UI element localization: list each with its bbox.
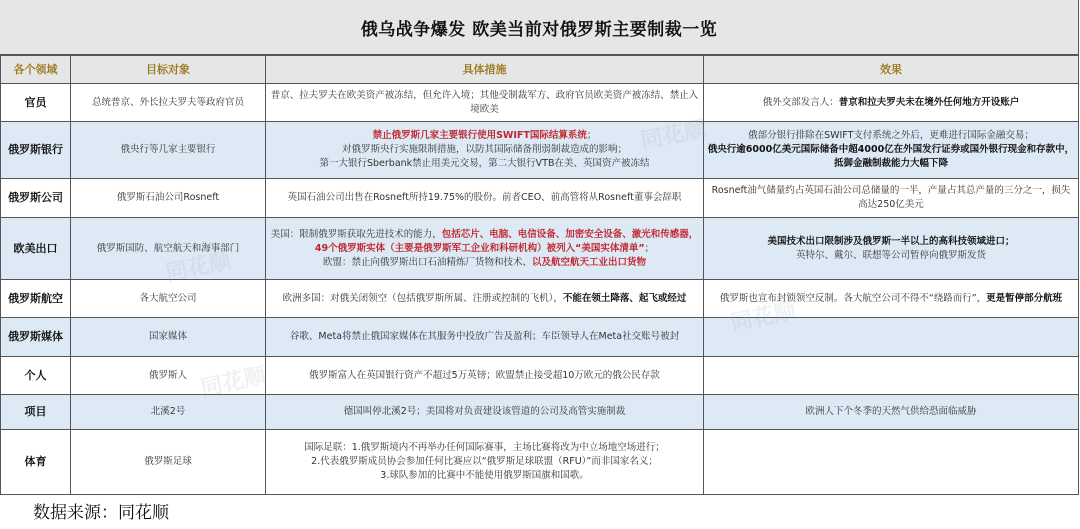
rich-text-segment: 欧洲多国：对俄关闭领空（包括俄罗斯所属、注册或控制的飞机）， bbox=[282, 292, 563, 304]
rich-text-segment: 俄罗斯富人在英国银行资产不超过5万英镑；欧盟禁止接受超10万欧元的俄公民存款 bbox=[309, 369, 660, 381]
rich-text-segment: 美国：限制俄罗斯获取先进技术的能力， bbox=[270, 228, 442, 240]
cell-effect bbox=[704, 122, 1079, 179]
table-row bbox=[1, 122, 1079, 179]
rich-text-segment: 俄部分银行排除在SWIFT支付系统之外后，更难进行国际金融交易； bbox=[748, 130, 1034, 141]
rich-text-segment: Rosneft油气储量约占英国石油公司总储量的一半，产量占其总产量的三分之一，损失高达250亿美元 bbox=[711, 185, 1071, 210]
cell-target: 俄罗斯人 bbox=[71, 357, 266, 395]
table-row bbox=[1, 280, 1079, 318]
rich-text-segment: 英国石油公司出售在Rosneft所持19.75%的股份。前者CEO、前高管将从Rosneft董事会辞职 bbox=[287, 192, 682, 203]
rich-text-segment: 3.球队参加的比赛中不能使用俄罗斯国旗和国歌。 bbox=[380, 470, 589, 481]
rich-text-segment: 包括芯片、电脑、电信设备、加密安全设备、激光和传感器，49个俄罗斯实体（主要是俄罗斯军工企业和科研机构）被列入“美国实体清单” bbox=[314, 228, 699, 254]
rich-text-segment: 俄央行逾6000亿美元国际储备中超4000亿在外国发行证券或国外银行现金和存款中，抵御金融制裁能力大幅下降 bbox=[707, 144, 1075, 169]
cell-category: 俄罗斯公司 bbox=[1, 179, 71, 218]
rich-text-segment: 谷歌、Meta将禁止俄国家媒体在其服务中投放广告及盈利；车臣领导人在Meta社交账号被封 bbox=[289, 331, 680, 342]
table-body bbox=[1, 84, 1079, 495]
cell-measures bbox=[266, 280, 704, 318]
cell-category: 个人 bbox=[1, 357, 71, 395]
cell-category: 官员 bbox=[1, 84, 71, 122]
cell-effect bbox=[704, 318, 1079, 357]
cell-effect bbox=[704, 357, 1079, 395]
table-row bbox=[1, 318, 1079, 357]
col-header-measures: 具体措施 bbox=[266, 56, 704, 84]
rich-text-segment: 以及航空航天工业出口货物 bbox=[532, 256, 647, 268]
cell-effect bbox=[704, 179, 1079, 218]
watermark: 同花顺 bbox=[198, 363, 269, 402]
rich-text-segment: 对俄罗斯央行实施限制措施，以防其国际储备削弱制裁造成的影响； bbox=[341, 144, 627, 155]
table-row bbox=[1, 357, 1079, 395]
rich-text-segment: 不能在领土降落、起飞或经过 bbox=[562, 292, 687, 304]
page-title: 俄乌战争爆发 欧美当前对俄罗斯主要制裁一览 bbox=[0, 0, 1078, 55]
cell-target: 俄罗斯足球 bbox=[71, 430, 266, 495]
cell-category: 体育 bbox=[1, 430, 71, 495]
cell-target: 俄央行等几家主要银行 bbox=[71, 122, 266, 179]
rich-text-segment: 其他受制裁军方、政府官员欧美资产被冻结、禁止入境欧美 bbox=[470, 89, 699, 115]
cell-effect bbox=[704, 218, 1079, 280]
cell-target: 俄罗斯石油公司Rosneft bbox=[71, 179, 266, 218]
rich-text-segment: 更是暂停部分航班 bbox=[986, 292, 1063, 304]
table-header-row bbox=[1, 56, 1079, 84]
rich-text-segment: 国际足联：1.俄罗斯境内不再举办任何国际赛事，主场比赛将改为中立场地空场进行； bbox=[304, 442, 665, 453]
cell-measures bbox=[266, 84, 704, 122]
cell-effect bbox=[704, 84, 1079, 122]
col-header-effect: 效果 bbox=[704, 56, 1079, 84]
rich-text-segment: 俄罗斯也宣布封锁领空反制。各大航空公司不得不“绕路而行”， bbox=[719, 292, 987, 304]
cell-measures bbox=[266, 395, 704, 430]
cell-target: 北溪2号 bbox=[71, 395, 266, 430]
sanctions-table bbox=[0, 55, 1079, 495]
cell-measures bbox=[266, 430, 704, 495]
table-row bbox=[1, 395, 1079, 430]
cell-target: 总统普京、外长拉夫罗夫等政府官员 bbox=[71, 84, 266, 122]
cell-measures bbox=[266, 318, 704, 357]
cell-measures bbox=[266, 218, 704, 280]
cell-category: 俄罗斯银行 bbox=[1, 122, 71, 179]
rich-text-segment: 美国技术出口限制涉及俄罗斯一半以上的高科技领域进口； bbox=[767, 235, 1015, 247]
rich-text-segment: 普京和拉夫罗夫未在境外任何地方开设账户 bbox=[838, 96, 1020, 108]
rich-text-segment: 欧洲人下个冬季的天然气供给恐面临威胁 bbox=[805, 406, 977, 417]
cell-category: 俄罗斯航空 bbox=[1, 280, 71, 318]
cell-target: 各大航空公司 bbox=[71, 280, 266, 318]
rich-text-segment: 俄外交部发言人： bbox=[762, 96, 839, 108]
cell-target: 俄罗斯国防、航空航天和海事部门 bbox=[71, 218, 266, 280]
cell-category: 项目 bbox=[1, 395, 71, 430]
table-row bbox=[1, 218, 1079, 280]
rich-text-segment: ； bbox=[586, 130, 597, 141]
cell-category: 欧美出口 bbox=[1, 218, 71, 280]
cell-target: 国家媒体 bbox=[71, 318, 266, 357]
data-source-footer: 数据来源：同花顺 bbox=[33, 503, 169, 523]
col-header-category: 各个领域 bbox=[1, 56, 71, 84]
cell-measures bbox=[266, 357, 704, 395]
rich-text-segment: 普京、拉夫罗夫在欧美资产被冻结，但允许入境； bbox=[270, 89, 480, 101]
cell-effect bbox=[704, 280, 1079, 318]
rich-text-segment: 英特尔、戴尔、联想等公司暂停向俄罗斯发货 bbox=[795, 249, 986, 261]
cell-effect bbox=[704, 430, 1079, 495]
cell-measures bbox=[266, 122, 704, 179]
rich-text-segment: 德国叫停北溪2号；美国将对负责建设该管道的公司及高管实施制裁 bbox=[343, 406, 626, 417]
rich-text-segment: ； bbox=[644, 242, 655, 254]
table-row bbox=[1, 179, 1079, 218]
rich-text-segment: 第一大银行Sberbank禁止用美元交易，第二大银行VTB在美、英国资产被冻结 bbox=[319, 158, 650, 169]
cell-category: 俄罗斯媒体 bbox=[1, 318, 71, 357]
col-header-target: 目标对象 bbox=[71, 56, 266, 84]
cell-measures bbox=[266, 179, 704, 218]
rich-text-segment: 欧盟：禁止向俄罗斯出口石油精炼厂货物和技术、 bbox=[322, 256, 532, 268]
rich-text-segment: 禁止俄罗斯几家主要银行使用SWIFT国际结算系统 bbox=[372, 130, 587, 141]
table-row bbox=[1, 430, 1079, 495]
rich-text-segment: 2.代表俄罗斯成员协会参加任何比赛应以“俄罗斯足球联盟（RFU）”而非国家名义； bbox=[311, 456, 658, 467]
table-row bbox=[1, 84, 1079, 122]
cell-effect bbox=[704, 395, 1079, 430]
